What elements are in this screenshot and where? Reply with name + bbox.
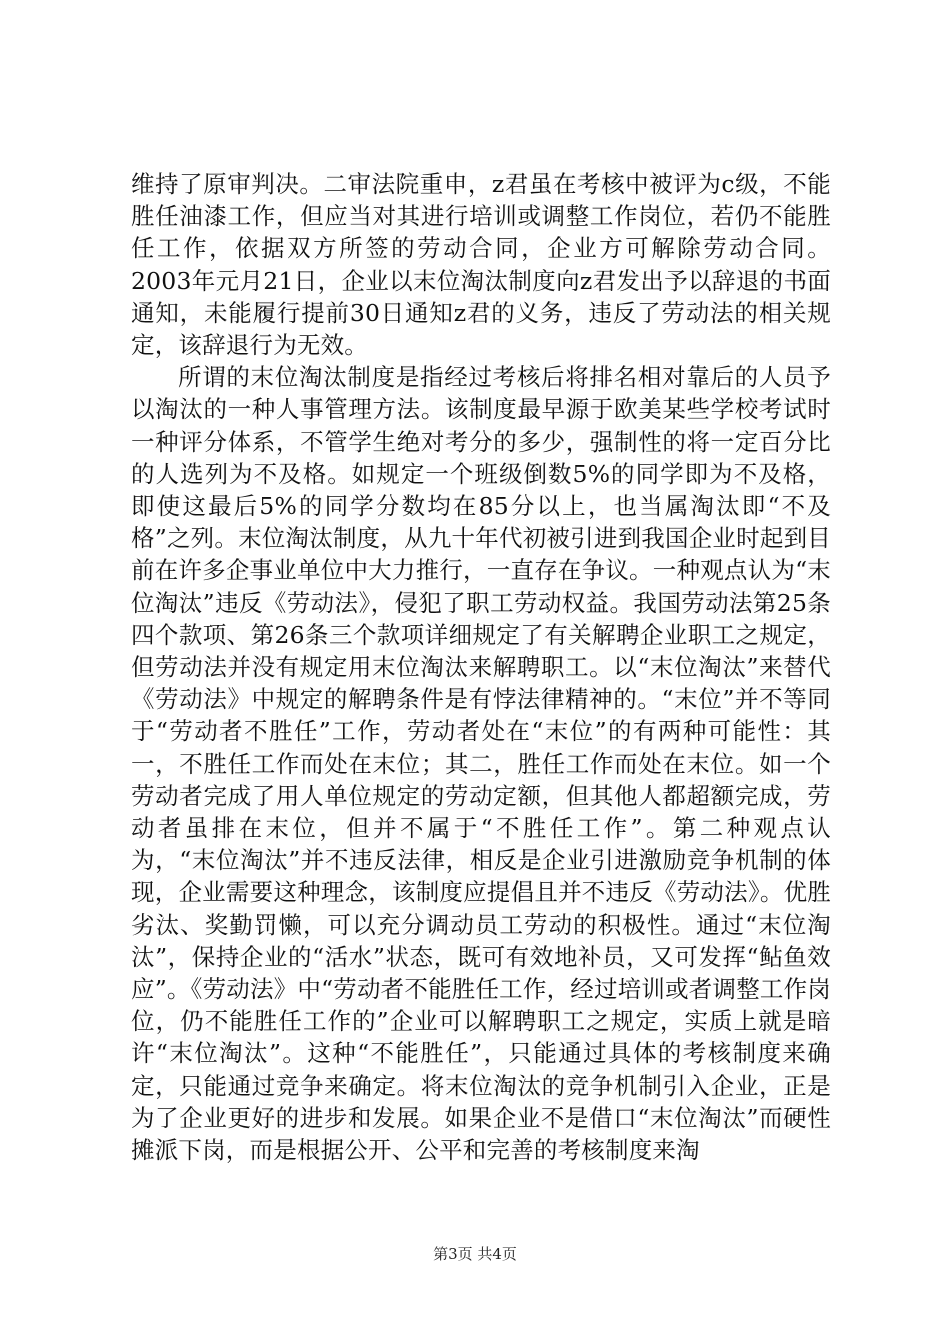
body-text — [131, 168, 831, 1166]
paragraph-1: 维持了原审判决。二审法院重申，z君虽在考核中被评为c级，不能胜任油漆工作，但应当对其进行培训或调整工作岗位，若仍不能胜任工作，依据双方所签的劳动合同，企业方可解除劳动合同。2003年元月21日，企业以末位淘汰制度向z君发出予以辞退的书面通知，未能履行提前30日通知z君的义务，违反了劳动法的相关规定，该辞退行为无效。 — [131, 170, 831, 360]
page-footer: 第3页 共4页 — [433, 1245, 517, 1263]
paragraph-2: 所谓的末位淘汰制度是指经过考核后将排名相对靠后的人员予以淘汰的一种人事管理方法。该制度最早源于欧美某些学校考试时一种评分体系，不管学生绝对考分的多少，强制性的将一定百分比的人选列为不及格。如规定一个班级倒数5%的同学即为不及格，即使这最后5%的同学分数均在85分以上，也当属淘汰即“不及格”之列。末位淘汰制度，从九十年代初被引进到我国企业时起到目前在许多企事业单位中大力推行，一直存在争议。一种观点认为“末位淘汰”违反《劳动法》，侵犯了职工劳动权益。我国劳动法第25条四个款项、第26条三个款项详细规定了有关解聘企业职工之规定，但劳动法并没有规定用末位淘汰来解聘职工。以“末位淘汰”来替代《劳动法》中规定的解聘条件是有悖法律精神的。“末位”并不等同于“劳动者不胜任”工作，劳动者处在“末位”的有两种可能性：其一，不胜任工作而处在末位；其二，胜任工作而处在末位。如一个劳动者完成了用人单位规定的劳动定额，但其他人都超额完成，劳动者虽排在末位，但并不属于“不胜任工作”。第二种观点认为，“末位淘汰”并不违反法律，相反是企业引进激励竞争机制的体现，企业需要这种理念，该制度应提倡且并不违反《劳动法》。优胜劣汰、奖勤罚懒，可以充分调动员工劳动的积极性。通过“末位淘汰”，保持企业的“活水”状态，既可有效地补员，又可发挥“鲇鱼效应”。《劳动法》中“劳动者不能胜任工作，经过培训或者调整工作岗位，仍不能胜任工作的”企业可以解聘职工之规定，实质上就是暗许“末位淘汰”。这种“不能胜任”，只能通过具体的考核制度来确定，只能通过竞争来确定。将末位淘汰的竞争机制引入企业，正是为了企业更好的进步和发展。如果企业不是借口“末位淘汰”而硬性摊派下岗，而是根据公开、公平和完善的考核制度来淘 — [131, 363, 831, 1165]
